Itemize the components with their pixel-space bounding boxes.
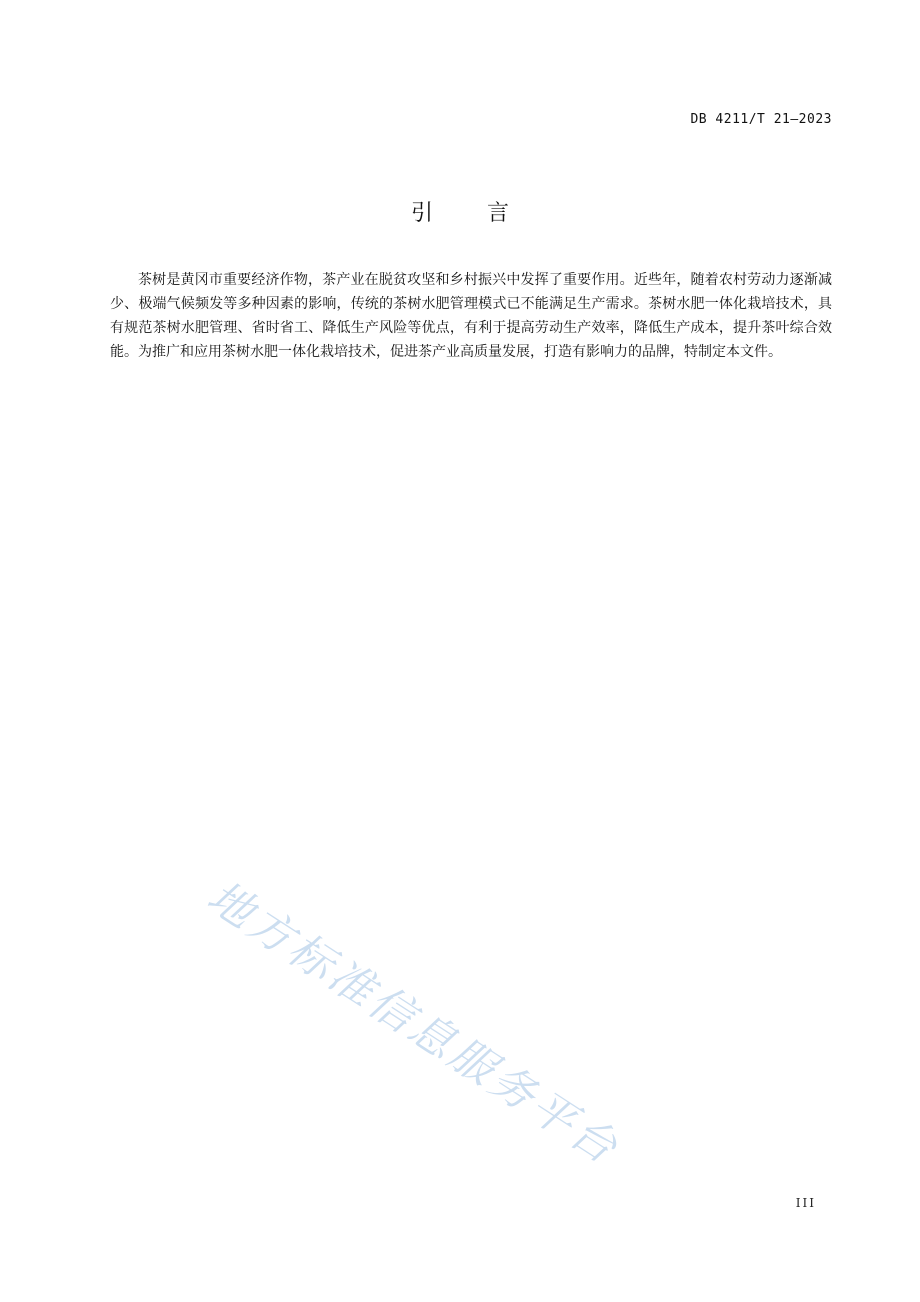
section-title: 引言 (410, 201, 563, 226)
watermark: 地方标准信息服务平台 (198, 871, 629, 1176)
document-code: DB 4211/T 21—2023 (690, 112, 832, 127)
introduction-paragraph: 茶树是黄冈市重要经济作物，茶产业在脱贫攻坚和乡村振兴中发挥了重要作用。近些年，随着农村劳动力逐渐减少、极端气候频发等多种因素的影响，传统的茶树水肥管理模式已不能满足生产需求。茶树水肥一体化栽培技术，具有规范茶树水肥管理、省时省工、降低生产风险等优点，有利于提高劳动生产效率，降低生产成本，提升茶叶综合效能。为推广和应用茶树水肥一体化栽培技术，促进茶产业高质量发展，打造有影响力的品牌，特制定本文件。 (110, 272, 832, 360)
page-number: III (795, 1196, 816, 1210)
